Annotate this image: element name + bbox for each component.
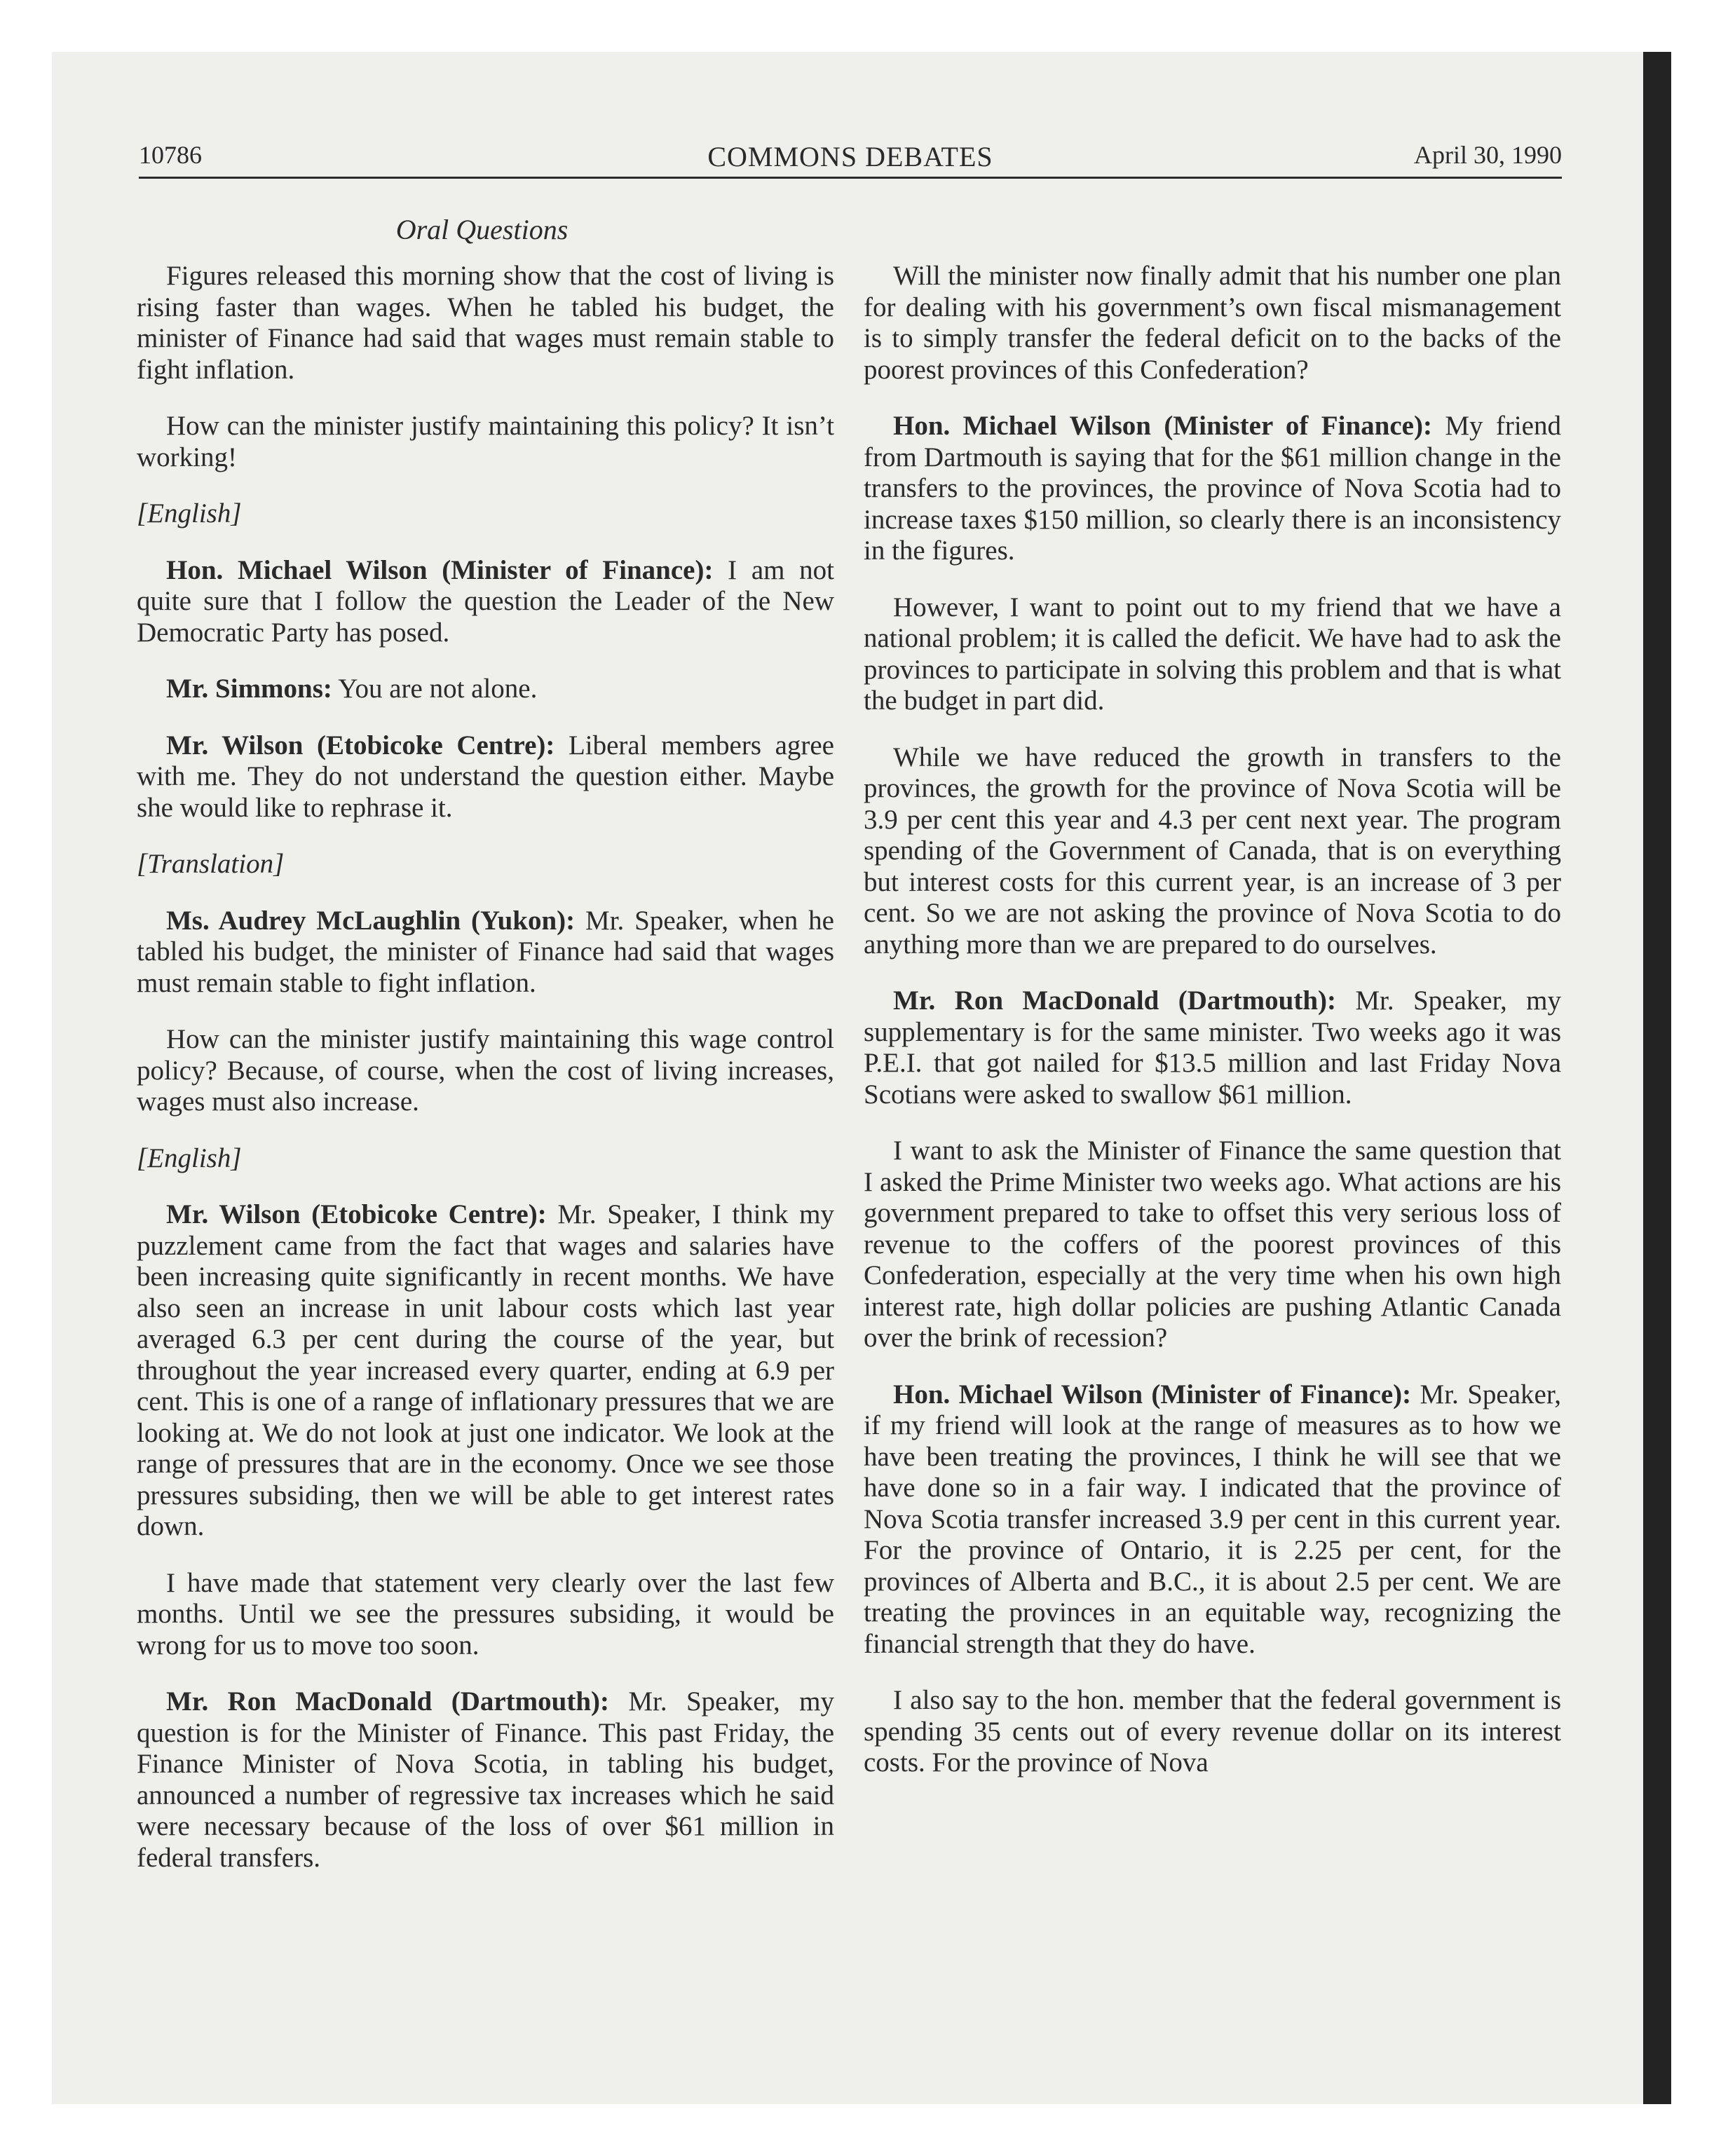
paragraph-text: Mr. Speaker, my supplementary is for the same minister. Two weeks ago it was P.E.I. that got nailed for $13.5 million and last Friday Nova Scotians were asked to swallow $61 million. bbox=[864, 985, 1561, 1110]
paragraph-text: However, I want to point out to my friend that we have a national problem; it is called the deficit. We have had to ask the provinces to participate in solving this problem and that is what the budget in part did. bbox=[864, 592, 1561, 716]
paragraph bbox=[864, 411, 1561, 567]
right-column bbox=[864, 261, 1561, 1804]
speaker-name: Mr. Wilson (Etobicoke Centre): bbox=[166, 1199, 547, 1229]
issue-date: April 30, 1990 bbox=[1414, 141, 1562, 169]
header-rule bbox=[139, 177, 1562, 179]
paragraph bbox=[137, 730, 834, 824]
section-title: Oral Questions bbox=[395, 214, 569, 245]
speaker-name: Mr. Ron MacDonald (Dartmouth): bbox=[893, 985, 1337, 1016]
language-tag: [Translation] bbox=[137, 849, 285, 879]
language-tag: [English] bbox=[137, 1142, 242, 1173]
paragraph-text: Mr. Speaker, my question is for the Minister of Finance. This past Friday, the Finance Minister of Nova Scotia, in tabling his budget, announced a number of regressive tax increases which he said were necessary because of the loss of over $61 million in federal transfers. bbox=[137, 1686, 834, 1873]
paragraph-text: How can the minister justify maintaining this wage control policy? Because, of course, when the cost of living increases, wages must also increase. bbox=[137, 1024, 834, 1117]
speaker-name: Ms. Audrey McLaughlin (Yukon): bbox=[166, 905, 576, 936]
speaker-name: Hon. Michael Wilson (Minister of Finance): bbox=[166, 554, 714, 585]
paragraph-text: Mr. Speaker, if my friend will look at the range of measures as to how we have been treating the provinces, I think he will see that we have done so in a fair way. I indicated that the province of Nova Scotia transfer increased 3.9 per cent in this current year. For the province of Ontario, it is 2.25 per cent, for the provinces of Alberta and B.C., it is about 2.5 per cent. We are treating the provinces in an equitable way, recognizing the financial strength that they do have. bbox=[864, 1379, 1561, 1659]
paragraph-text: Will the minister now finally admit that his number one plan for dealing with his government’s own fiscal mismanagement is to simply transfer the federal deficit on to the backs of the poorest provinces of this Confederation? bbox=[864, 261, 1561, 385]
paragraph bbox=[137, 411, 834, 473]
page-header bbox=[139, 140, 1562, 182]
paragraph-text: Liberal members agree with me. They do not understand the question either. Maybe she would like to rephrase it. bbox=[137, 730, 834, 823]
binding-edge bbox=[1643, 52, 1671, 2104]
paragraph-text: I am not quite sure that I follow the question the Leader of the New Democratic Party has posed. bbox=[137, 554, 835, 648]
speaker-name: Hon. Michael Wilson (Minister of Finance): bbox=[893, 1379, 1412, 1410]
paragraph-text: While we have reduced the growth in transfers to the provinces, the growth for the province of Nova Scotia will be 3.9 per cent this year and 4.3 per cent next year. The program spending of the Government of Canada, that is on everything but interest costs for this current year, is an increase of 3 per cent. So we are not asking the province of Nova Scotia to do anything more than we are prepared to do ourselves. bbox=[864, 742, 1561, 960]
left-column bbox=[137, 261, 834, 1899]
paragraph bbox=[137, 1686, 834, 1874]
paragraph-text: I have made that statement very clearly over the last few months. Until we see the pressures subsiding, it would be wrong for us to move too soon. bbox=[137, 1567, 834, 1660]
paragraph bbox=[864, 261, 1561, 386]
paragraph bbox=[137, 261, 834, 386]
paragraph bbox=[137, 674, 834, 705]
page-number: 10786 bbox=[139, 141, 202, 169]
paragraph bbox=[864, 592, 1561, 717]
paragraph bbox=[864, 985, 1561, 1110]
speaker-name: Mr. Wilson (Etobicoke Centre): bbox=[166, 730, 555, 760]
paragraph bbox=[137, 906, 834, 999]
paragraph bbox=[864, 1135, 1561, 1354]
paragraph-text: Mr. Speaker, I think my puzzlement came from the fact that wages and salaries have been increasing quite significantly in recent months. We have also seen an increase in unit labour costs which last year averaged 6.3 per cent during the course of the year, but throughout the year increased every quarter, ending at 6.9 per cent. This is one of a range of inflationary pressures that we are looking at. We do not look at just one indicator. We look at the range of pressures that are in the economy. Once we see those pressures subsiding, then we will be able to get interest rates down. bbox=[137, 1199, 834, 1541]
paragraph bbox=[137, 1199, 834, 1543]
paragraph bbox=[864, 742, 1561, 961]
journal-title: COMMONS DEBATES bbox=[707, 141, 993, 172]
paragraph-text: How can the minister justify maintaining this policy? It isn’t working! bbox=[137, 411, 834, 472]
paragraph-text: I want to ask the Minister of Finance the same question that I asked the Prime Minister two weeks ago. What actions are his government prepared to take to offset this very serious loss of revenue to the coffers of the poorest provinces of this Confederation, especially at the very time when his own high interest rate, high dollar policies are pushing Atlantic Canada over the brink of recession? bbox=[864, 1135, 1561, 1353]
language-tag: [English] bbox=[137, 498, 242, 528]
paragraph-text: My friend from Dartmouth is saying that for the $61 million change in the transfers to the provinces, the province of Nova Scotia had to increase taxes $150 million, so clearly there is an inconsistency in the figures. bbox=[864, 411, 1561, 566]
speaker-name: Mr. Ron MacDonald (Dartmouth): bbox=[166, 1686, 610, 1717]
paragraph bbox=[864, 1685, 1561, 1779]
paragraph bbox=[864, 1379, 1561, 1660]
paragraph bbox=[137, 1024, 834, 1118]
paragraph-text: I also say to the hon. member that the federal government is spending 35 cents out of every revenue dollar on its interest costs. For the province of Nova bbox=[864, 1685, 1561, 1778]
speaker-name: Hon. Michael Wilson (Minister of Finance): bbox=[893, 411, 1432, 441]
paragraph bbox=[137, 1568, 834, 1662]
paragraph-text: Figures released this morning show that the cost of living is rising faster than wages. When he tabled his budget, the minister of Finance had said that wages must remain stable to fight inflation. bbox=[137, 261, 834, 385]
paragraph-text: You are not alone. bbox=[332, 674, 538, 704]
paragraph-text: Mr. Speaker, when he tabled his budget, the minister of Finance had said that wages must remain stable to fight inflation. bbox=[137, 905, 834, 998]
paragraph bbox=[137, 555, 834, 649]
speaker-name: Mr. Simmons: bbox=[166, 674, 332, 704]
